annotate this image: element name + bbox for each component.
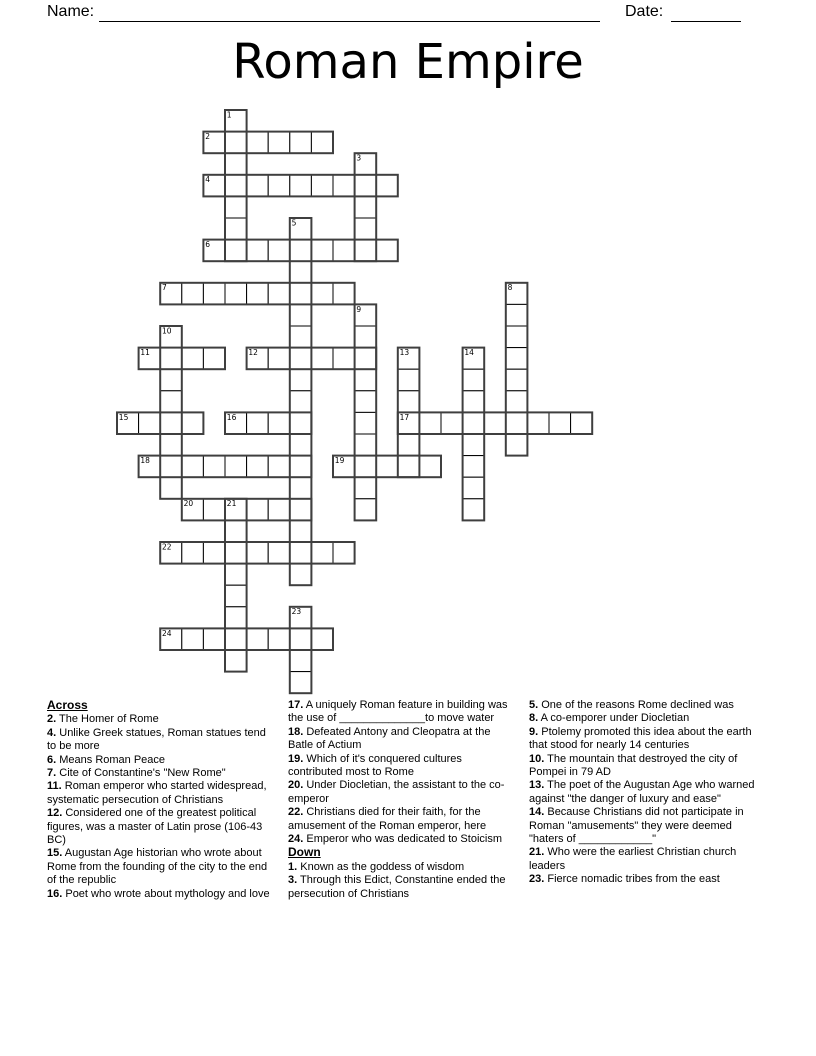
- clue-number: 3.: [288, 874, 298, 887]
- clue-number: 1.: [288, 860, 298, 873]
- grid-cell[interactable]: [355, 434, 377, 456]
- grid-cell[interactable]: [333, 283, 355, 305]
- grid-cell[interactable]: [290, 650, 312, 672]
- clue-column-3: [529, 699, 769, 887]
- grid-cell[interactable]: [290, 283, 312, 305]
- grid-cell[interactable]: [290, 348, 312, 370]
- grid-cell[interactable]: [290, 240, 312, 262]
- grid-cell[interactable]: [398, 391, 420, 413]
- grid-cell[interactable]: [268, 628, 290, 650]
- cell-number: 9: [356, 304, 362, 314]
- grid-cell[interactable]: [225, 585, 247, 607]
- cell-number: 13: [399, 348, 410, 357]
- grid-cell[interactable]: [311, 628, 333, 650]
- clue-number: 16.: [47, 887, 63, 900]
- grid-cell[interactable]: [247, 175, 269, 197]
- grid-cell[interactable]: [160, 391, 182, 413]
- grid-cell[interactable]: [419, 412, 441, 434]
- clue-item: 7. Cite of Constantine's "New Rome": [47, 767, 226, 780]
- grid-cell[interactable]: [225, 542, 247, 564]
- clue-number: 6.: [47, 753, 57, 766]
- grid-cell[interactable]: [225, 564, 247, 586]
- grid-cell[interactable]: [355, 175, 377, 197]
- grid-cell[interactable]: [247, 628, 269, 650]
- grid-cell[interactable]: [290, 175, 312, 197]
- clue-number: 22.: [288, 806, 304, 819]
- grid-cell[interactable]: [268, 348, 290, 370]
- grid-cell[interactable]: [290, 564, 312, 586]
- cell-number: 19: [334, 456, 345, 465]
- grid-cell[interactable]: [290, 261, 312, 283]
- clue-number: 12.: [47, 807, 63, 820]
- grid-cell[interactable]: [290, 434, 312, 456]
- grid-cell[interactable]: [355, 477, 377, 499]
- grid-cell[interactable]: [355, 369, 377, 391]
- cell-number: 6: [205, 240, 210, 249]
- grid-cell[interactable]: [182, 348, 204, 370]
- cell-number: 4: [205, 175, 210, 185]
- grid-cell[interactable]: [203, 628, 225, 650]
- grid-cell[interactable]: [290, 391, 312, 413]
- cell-number: 5: [291, 218, 297, 228]
- grid-cell[interactable]: [290, 369, 312, 391]
- grid-cell[interactable]: [419, 456, 441, 478]
- grid-cell[interactable]: [290, 628, 312, 650]
- clue-column-2: [288, 699, 516, 901]
- grid-cell[interactable]: [203, 283, 225, 305]
- grid-cell[interactable]: [225, 628, 247, 650]
- cell-number: 16: [226, 412, 237, 422]
- grid-cell[interactable]: [506, 326, 528, 348]
- grid-cell[interactable]: [182, 283, 204, 305]
- clue-item: 5. One of the reasons Rome declined was: [529, 699, 734, 711]
- clue-item: 4. Unlike Greek statues, Roman statues tend to be more: [47, 726, 266, 753]
- clue-item: 13. The poet of the Augustan Age who warned against "the danger of luxury and ease": [529, 779, 755, 805]
- clue-number: 11.: [47, 780, 62, 793]
- clue-item: 22. Christians died for their faith, for the amusement of the Roman emperor, here: [288, 806, 487, 832]
- cell-number: 24: [162, 628, 172, 638]
- grid-cell[interactable]: [355, 240, 377, 262]
- grid-cell[interactable]: [247, 412, 269, 434]
- cell-number: 12: [248, 348, 258, 357]
- grid-cell[interactable]: [506, 369, 528, 391]
- grid-cell[interactable]: [268, 175, 290, 197]
- clue-item: 8. A co-emporer under Diocletian: [529, 712, 690, 725]
- grid-cell[interactable]: [247, 499, 269, 521]
- clue-number: 8.: [529, 712, 539, 725]
- grid-cell[interactable]: [506, 434, 528, 456]
- grid-cell[interactable]: [290, 412, 312, 434]
- grid-cell[interactable]: [290, 477, 312, 499]
- grid-cell[interactable]: [268, 456, 290, 478]
- grid-cell[interactable]: [333, 542, 355, 564]
- clue-number: 5.: [529, 699, 539, 711]
- grid-cell[interactable]: [290, 542, 312, 564]
- grid-cell[interactable]: [225, 240, 247, 262]
- grid-cell[interactable]: [182, 628, 204, 650]
- grid-cell[interactable]: [290, 304, 312, 326]
- cell-number: 21: [226, 499, 237, 509]
- grid-cell[interactable]: [203, 499, 225, 521]
- clue-item: 1. Known as the goddess of wisdom: [288, 860, 465, 873]
- grid-cell[interactable]: [247, 456, 269, 478]
- grid-cell[interactable]: [247, 132, 269, 154]
- grid-cell[interactable]: [225, 607, 247, 629]
- grid-cell[interactable]: [160, 434, 182, 456]
- grid-cell[interactable]: [376, 175, 398, 197]
- grid-cell[interactable]: [182, 542, 204, 564]
- grid-cell[interactable]: [225, 218, 247, 240]
- grid-cell[interactable]: [225, 456, 247, 478]
- grid-cell[interactable]: [139, 412, 161, 434]
- cell-number: 18: [140, 456, 150, 465]
- clue-number: 18.: [288, 725, 304, 738]
- cell-number: 15: [118, 412, 129, 422]
- grid-cell[interactable]: [355, 412, 377, 434]
- cell-number: 10: [162, 326, 172, 336]
- grid-cell[interactable]: [463, 456, 485, 478]
- grid-cell[interactable]: [463, 434, 485, 456]
- grid-cell[interactable]: [311, 132, 333, 154]
- cell-number: 20: [183, 499, 194, 509]
- grid-cell[interactable]: [333, 175, 355, 197]
- grid-cell[interactable]: [160, 456, 182, 478]
- grid-cell[interactable]: [463, 391, 485, 413]
- grid-cell[interactable]: [268, 499, 290, 521]
- grid-cell[interactable]: [355, 348, 377, 370]
- grid-cell[interactable]: [290, 499, 312, 521]
- grid-cell[interactable]: [506, 348, 528, 370]
- puzzle-title: Roman Empire: [232, 34, 584, 90]
- grid-cell[interactable]: [311, 240, 333, 262]
- grid-cell[interactable]: [290, 132, 312, 154]
- clue-item: 15. Augustan Age historian who wrote about Rome from the founding of the city to the end of the republic: [47, 847, 268, 887]
- cell-number: 2: [205, 132, 210, 141]
- grid-cell[interactable]: [225, 520, 247, 542]
- grid-cell[interactable]: [247, 283, 269, 305]
- cell-number: 23: [291, 607, 302, 617]
- grid-cell[interactable]: [571, 412, 593, 434]
- clue-number: 10.: [529, 752, 545, 765]
- grid-cell[interactable]: [376, 240, 398, 262]
- clue-number: 9.: [529, 725, 539, 738]
- grid-cell[interactable]: [333, 240, 355, 262]
- grid-cell[interactable]: [441, 412, 463, 434]
- grid-cell[interactable]: [225, 650, 247, 672]
- grid-cell[interactable]: [484, 412, 506, 434]
- clue-number: 7.: [47, 767, 57, 780]
- grid-cell[interactable]: [355, 218, 377, 240]
- grid-cell[interactable]: [355, 196, 377, 218]
- grid-cell[interactable]: [398, 434, 420, 456]
- clue-number: 23.: [529, 873, 545, 886]
- clue-number: 24.: [288, 833, 304, 846]
- grid-cell[interactable]: [290, 456, 312, 478]
- grid-cell[interactable]: [398, 369, 420, 391]
- grid-cell[interactable]: [225, 175, 247, 197]
- grid-cell[interactable]: [355, 499, 377, 521]
- clue-item: 9. Ptolemy promoted this idea about the earth that stood for nearly 14 centuries: [529, 725, 752, 752]
- grid-cell[interactable]: [247, 240, 269, 262]
- grid-cell[interactable]: [290, 672, 312, 694]
- clue-item: 2. The Homer of Rome: [47, 713, 159, 726]
- clue-item: 17. A uniquely Roman feature in building was the use of ______________to move water: [288, 699, 508, 725]
- grid-cell[interactable]: [398, 456, 420, 478]
- grid-cell[interactable]: [463, 369, 485, 391]
- clue-number: 17.: [288, 699, 304, 711]
- grid-cell[interactable]: [160, 369, 182, 391]
- grid-cell[interactable]: [160, 348, 182, 370]
- clue-column-1: [47, 699, 275, 901]
- clue-number: 15.: [47, 847, 63, 860]
- grid-cell[interactable]: [160, 412, 182, 434]
- grid-cell[interactable]: [203, 456, 225, 478]
- grid-cell[interactable]: [506, 412, 528, 434]
- clue-item: 21. Who were the earliest Christian church leaders: [529, 846, 737, 872]
- clue-item: 23. Fierce nomadic tribes from the east: [529, 873, 720, 886]
- grid-cell[interactable]: [225, 132, 247, 154]
- cell-number: 8: [507, 283, 513, 293]
- clue-item: 20. Under Diocletian, the assistant to the co-emperor: [288, 779, 505, 805]
- clue-number: 4.: [47, 726, 57, 739]
- clue-item: 6. Means Roman Peace: [47, 753, 166, 766]
- cell-number: 17: [399, 412, 410, 422]
- clue-item: 14. Because Christians did not participate in Roman "amusements" they were deemed "haters of ____________": [529, 806, 744, 846]
- clue-item: 10. The mountain that destroyed the city of Pompei in 79 AD: [529, 752, 738, 779]
- clue-item: 3. Through this Edict, Constantine ended the persecution of Christians: [288, 874, 506, 900]
- clue-item: 12. Considered one of the greatest political figures, was a master of Latin prose (106-43 BC): [47, 807, 263, 847]
- clue-item: 18. Defeated Antony and Cleopatra at the Batle of Actium: [288, 725, 491, 752]
- grid-cell[interactable]: [203, 542, 225, 564]
- clues-heading: Across: [47, 698, 88, 712]
- grid-cell[interactable]: [290, 520, 312, 542]
- clue-item: 11. Roman emperor who started widespread, systematic persecution of Christians: [47, 780, 267, 806]
- cell-number: 11: [140, 348, 150, 357]
- grid-cell[interactable]: [376, 456, 398, 478]
- grid-cell[interactable]: [203, 348, 225, 370]
- grid-cell[interactable]: [311, 175, 333, 197]
- grid-cell[interactable]: [182, 456, 204, 478]
- grid-cell[interactable]: [506, 391, 528, 413]
- grid-cell[interactable]: [355, 456, 377, 478]
- grid-cell[interactable]: [311, 348, 333, 370]
- clue-item: 19. Which of it's conquered cultures contributed most to Rome: [288, 752, 462, 779]
- grid-cell[interactable]: [311, 283, 333, 305]
- name-label: Name:: [47, 3, 95, 20]
- date-label: Date:: [625, 3, 664, 20]
- grid-cell[interactable]: [549, 412, 571, 434]
- grid-cell[interactable]: [268, 240, 290, 262]
- grid-cell[interactable]: [355, 326, 377, 348]
- grid-cell[interactable]: [527, 412, 549, 434]
- grid-cell[interactable]: [268, 283, 290, 305]
- grid-cell[interactable]: [247, 542, 269, 564]
- grid-cell[interactable]: [160, 477, 182, 499]
- clue-number: 13.: [529, 779, 545, 792]
- clues-heading: Down: [288, 845, 321, 860]
- grid-cell[interactable]: [225, 283, 247, 305]
- grid-cell[interactable]: [268, 412, 290, 434]
- grid-cell[interactable]: [333, 348, 355, 370]
- grid-cell[interactable]: [225, 153, 247, 175]
- cell-number: 1: [226, 110, 232, 120]
- grid-cell[interactable]: [463, 499, 485, 521]
- clue-number: 2.: [47, 713, 57, 726]
- grid-cell[interactable]: [290, 326, 312, 348]
- grid-cell[interactable]: [225, 196, 247, 218]
- cell-number: 3: [356, 153, 362, 163]
- clue-number: 14.: [529, 806, 545, 819]
- cell-number: 14: [464, 348, 474, 357]
- clue-number: 20.: [288, 779, 304, 792]
- grid-cell[interactable]: [506, 304, 528, 326]
- clue-number: 19.: [288, 752, 304, 765]
- clue-item: 24. Emperor who was dedicated to Stoicism: [288, 833, 502, 846]
- cell-number: 7: [162, 283, 167, 293]
- grid-cell[interactable]: [182, 412, 204, 434]
- grid-cell[interactable]: [463, 477, 485, 499]
- grid-cell[interactable]: [268, 542, 290, 564]
- clue-item: 16. Poet who wrote about mythology and love: [47, 887, 270, 900]
- grid-cell[interactable]: [268, 132, 290, 154]
- clue-number: 21.: [529, 846, 545, 859]
- grid-cell[interactable]: [463, 412, 485, 434]
- grid-cell[interactable]: [311, 542, 333, 564]
- cell-number: 22: [162, 542, 172, 552]
- grid-cell[interactable]: [355, 391, 377, 413]
